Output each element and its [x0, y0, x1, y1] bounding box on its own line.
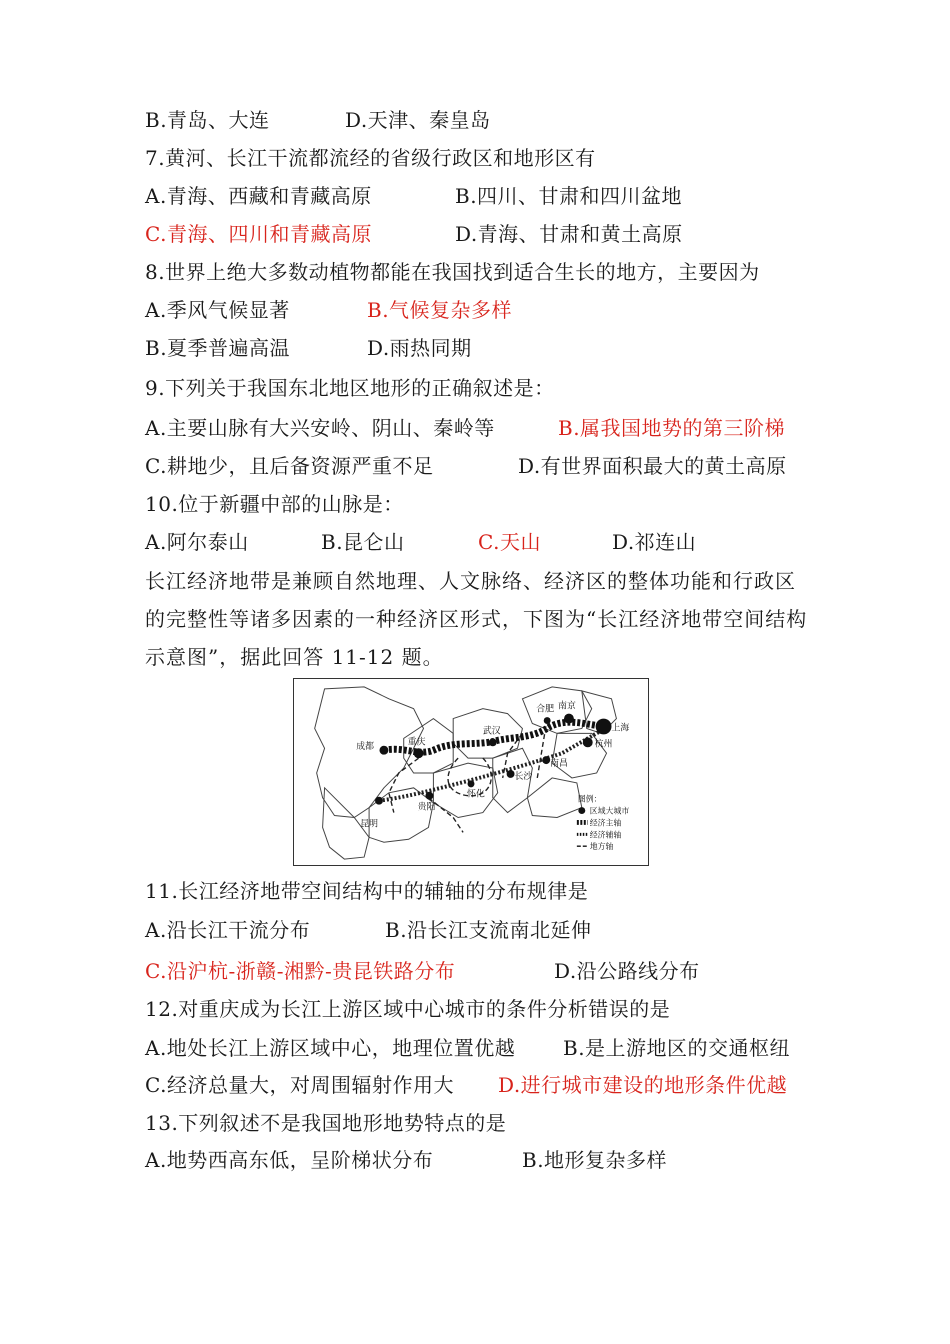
- q11-option-c-answer: C.沿沪杭-浙赣-湘黔-贵昆铁路分布: [145, 959, 456, 983]
- q8-stem: 8.世界上绝大多数动植物都能在我国找到适合生长的地方，主要因为: [145, 260, 760, 284]
- city-dot-guiyang: [425, 792, 433, 800]
- q12-stem: 12.对重庆成为长江上游区域中心城市的条件分析错误的是: [145, 997, 671, 1021]
- q13-option-a: A.地势西高东低，呈阶梯状分布: [145, 1148, 434, 1172]
- city-label-shanghai: 上海: [611, 723, 630, 734]
- q10-option-c-answer: C.天山: [478, 530, 541, 554]
- q8-option-b2: B.夏季普遍高温: [145, 336, 291, 360]
- province-outlines: [315, 687, 617, 859]
- q9-option-b-answer: B.属我国地势的第三阶梯: [558, 416, 786, 440]
- legend-city: 区域大城市: [589, 806, 630, 816]
- q6-option-b: B.青岛、大连: [145, 108, 270, 132]
- q10-stem: 10.位于新疆中部的山脉是：: [145, 492, 404, 516]
- city-dot-changsha: [507, 770, 515, 778]
- city-label-guiyang: 贵阳: [417, 802, 436, 813]
- legend-local-axis: 地方轴: [589, 842, 614, 852]
- city-dot-wuhan: [489, 738, 497, 746]
- city-dot-chengdu: [379, 746, 388, 755]
- city-label-chongqing: 重庆: [407, 737, 426, 748]
- q9-stem: 9.下列关于我国东北地区地形的正确叙述是：: [145, 376, 555, 400]
- map-svg: [294, 679, 648, 865]
- yangtze-economic-belt-map: [293, 678, 649, 866]
- q8-option-d: D.雨热同期: [367, 336, 472, 360]
- city-dot-chongqing: [414, 748, 424, 758]
- q12-option-a: A.地处长江上游区域中心，地理位置优越: [145, 1036, 516, 1060]
- city-dot-nanchang: [542, 756, 550, 764]
- city-label-nanjing: 南京: [558, 701, 576, 712]
- q7-stem: 7.黄河、长江干流都流经的省级行政区和地形区有: [145, 146, 596, 170]
- q10-option-a: A.阿尔泰山: [145, 530, 249, 554]
- city-dot-hefei: [544, 717, 551, 724]
- q12-option-d-answer: D.进行城市建设的地形条件优越: [498, 1073, 788, 1097]
- city-dot-huaihua: [468, 780, 475, 787]
- legend-aux-axis: 经济辅轴: [589, 830, 622, 840]
- q11-stem: 11.长江经济地带空间结构中的辅轴的分布规律是: [145, 879, 589, 903]
- q9-option-a: A.主要山脉有大兴安岭、阴山、秦岭等: [145, 416, 495, 440]
- q7-option-b: B.四川、甘肃和四川盆地: [455, 184, 683, 208]
- city-label-hangzhou: 杭州: [594, 739, 613, 750]
- q13-option-b: B.地形复杂多样: [522, 1148, 668, 1172]
- q7-option-d: D.青海、甘肃和黄土高原: [455, 222, 683, 246]
- q6-option-d: D.天津、秦皇岛: [345, 108, 491, 132]
- q11-option-a: A.沿长江干流分布: [145, 918, 311, 942]
- city-label-wuhan: 武汉: [482, 726, 501, 737]
- city-dot-kunming: [375, 797, 383, 805]
- q8-option-a: A.季风气候显著: [145, 298, 290, 322]
- q8-option-b-answer: B.气候复杂多样: [367, 298, 513, 322]
- q9-option-c: C.耕地少，且后备资源严重不足: [145, 454, 434, 478]
- q12-option-b: B.是上游地区的交通枢纽: [563, 1036, 791, 1060]
- city-label-chengdu: 成都: [356, 742, 375, 753]
- q13-stem: 13.下列叙述不是我国地形地势特点的是: [145, 1111, 507, 1135]
- legend-main-axis: 经济主轴: [589, 818, 622, 828]
- q7-option-c-answer: C.青海、四川和青藏高原: [145, 222, 372, 246]
- city-dot-hangzhou: [583, 737, 593, 747]
- q9-option-d: D.有世界面积最大的黄土高原: [518, 454, 787, 478]
- legend-city-symbol: [578, 807, 585, 814]
- legend-title: 图例：: [577, 794, 602, 804]
- q7-option-a: A.青海、西藏和青藏高原: [145, 184, 372, 208]
- city-label-kunming: 昆明: [360, 819, 378, 830]
- city-dot-nanjing: [564, 714, 574, 724]
- city-label-hefei: 合肥: [536, 704, 555, 715]
- city-dot-shanghai: [596, 719, 612, 735]
- q10-option-b: B.昆仑山: [321, 530, 405, 554]
- reading-passage: 长江经济地带是兼顾自然地理、人文脉络、经济区的整体功能和行政区的完整性等诸多因素的一种经济区形式，下图为“长江经济地带空间结构示意图”，据此回答 11-12 题。: [145, 569, 808, 669]
- map-legend: [577, 794, 629, 851]
- q12-option-c: C.经济总量大，对周围辐射作用大: [145, 1073, 454, 1097]
- city-label-nanchang: 南昌: [550, 759, 568, 770]
- city-label-changsha: 长沙: [514, 771, 533, 782]
- q11-option-b: B.沿长江支流南北延伸: [385, 918, 592, 942]
- q10-option-d: D.祁连山: [612, 530, 697, 554]
- city-label-huaihua: 怀化: [467, 789, 485, 800]
- q11-option-d: D.沿公路线分布: [554, 959, 700, 983]
